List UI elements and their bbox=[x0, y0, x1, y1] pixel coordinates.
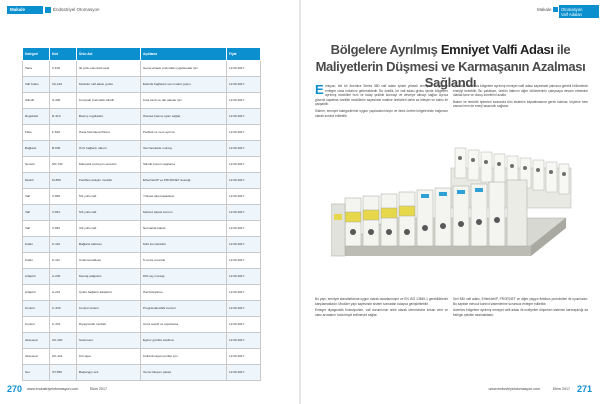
table-cell: Yüksek akış kapasitesi bbox=[141, 189, 227, 205]
table-cell: Montaj adaptörü bbox=[77, 269, 141, 285]
table-cell: S-320 bbox=[50, 93, 77, 109]
page-footer-date: Ekim 2017 bbox=[553, 387, 570, 391]
table-cell: İki yollu selenoid vana bbox=[77, 61, 141, 77]
table-cell: Modüler valf adası grubu bbox=[77, 77, 141, 93]
table-cell: F-520 bbox=[50, 125, 77, 141]
table-row bbox=[23, 93, 261, 109]
table-cell: Kontrol bbox=[23, 317, 50, 333]
table-row bbox=[23, 269, 261, 285]
table-cell: 5/3 yollu valf bbox=[77, 205, 141, 221]
table-cell: Elektrik bağlantılı seri modül yapısı bbox=[141, 77, 227, 93]
table-cell: Kontrol ünitesi bbox=[77, 301, 141, 317]
headline-bold: Emniyet Valfi Adası bbox=[440, 42, 554, 57]
table-row bbox=[23, 125, 261, 141]
table-cell: Bağlantı bbox=[23, 141, 50, 157]
category-tag-line: Valf Adaları bbox=[561, 11, 583, 17]
table-cell: EtherNet/IP ve PROFINET desteği bbox=[141, 173, 227, 189]
table-row bbox=[23, 109, 261, 125]
table-cell: Valf bbox=[23, 221, 50, 237]
table-row bbox=[23, 141, 261, 157]
article-column bbox=[453, 297, 588, 319]
product-table bbox=[22, 47, 260, 381]
table-cell: V-960 bbox=[50, 189, 77, 205]
table-cell: 12.09.2017 bbox=[227, 173, 261, 189]
page-number: 271 bbox=[576, 384, 592, 394]
table-cell: Kontrol bbox=[23, 301, 50, 317]
article-paragraph: Emisyon, tek bir Aventics Series 580 valf adası içinde yüksek emniyetli bölgelerin entegre olma imkanını getirmektedir. Bu özellik, bir valf adası grubu içinde bölgelere ayrılmış modülleri hızlı ve kolay şekilde kurmayı ve devreye almayı sağlar. Ayrıca güvenli kapatma özellikli modüllerin sayesinde makine üreticileri daha az bileşen ve kablo ile çalışabilir. bbox=[315, 82, 448, 107]
table-cell: Partikül ve nem ayırma bbox=[141, 125, 227, 141]
table-cell: C-330 bbox=[50, 301, 77, 317]
dropcap: E bbox=[315, 82, 324, 97]
table-cell: Silindir bbox=[23, 93, 50, 109]
table-cell: Susturucu bbox=[77, 333, 141, 349]
table-row bbox=[23, 365, 261, 381]
table-cell: K-110 bbox=[50, 237, 77, 253]
table-cell: K-111 bbox=[50, 253, 77, 269]
table-cell: Merkez kapalı konum bbox=[141, 205, 227, 221]
table-cell: Manyetik pozisyon sensörü bbox=[77, 157, 141, 173]
table-cell: Sensör bbox=[23, 157, 50, 173]
article-paragraph: Bakım ve temizlik işlemleri sırasında tüm sistemin kapatılmasına gerek kalmaz; böylece hem zaman hem de enerji tasarrufu sağlanır. bbox=[453, 99, 588, 109]
article-paragraph: Aventics bölgelere ayrılmış emniyet valfi adası ile maliyetler düşerken sistemin karmaşıklığı da belirgin şekilde azalmaktadır. bbox=[453, 308, 588, 317]
table-cell: AK-440 bbox=[50, 333, 77, 349]
table-cell: 12.09.2017 bbox=[227, 317, 261, 333]
table-cell: Modül bbox=[23, 173, 50, 189]
section-marker-icon bbox=[553, 7, 558, 12]
left-page bbox=[0, 0, 299, 404]
table-cell: A-221 bbox=[50, 285, 77, 301]
article-paragraph: Seri 580 valf adası, EtherNet/IP, PROFINET ve diğer yaygın fieldbus protokolleri ile uyumludur. Bu sayede mevcut kontrol sistemlerine sorunsuz entegre edilebilir. bbox=[453, 297, 588, 306]
page-footer-site: www.endustriyelotomasyon.com bbox=[27, 387, 79, 391]
table-cell: Adaptör bbox=[23, 269, 50, 285]
headline-part: ile Maliyetlerin Düşmesi ve Karmaşanın Azalması Sağlandı bbox=[315, 42, 586, 90]
table-cell: Arıza tespiti ve raporlama bbox=[141, 317, 227, 333]
table-cell: Fieldbus iletişim modülü bbox=[77, 173, 141, 189]
table-cell: Genel amaçlı pnömatik uygulamalar için bbox=[141, 61, 227, 77]
page-footer-site: www.endustriyelotomasyon.com bbox=[488, 387, 540, 391]
table-cell: Aksesuar bbox=[23, 333, 50, 349]
table-cell: Temel bileşen paketi bbox=[141, 365, 227, 381]
right-page bbox=[301, 0, 600, 404]
table-cell: V-962 bbox=[50, 221, 77, 237]
table-row bbox=[23, 349, 261, 365]
table-cell: 12.09.2017 bbox=[227, 109, 261, 125]
table-row bbox=[23, 237, 261, 253]
headline-part: Bölgelere Ayrılmış bbox=[330, 42, 441, 57]
table-cell: 12.09.2017 bbox=[227, 205, 261, 221]
table-cell: Tek hareketle montaj bbox=[141, 141, 227, 157]
table-cell: Hızlı bağlantı rakoru bbox=[77, 141, 141, 157]
table-row bbox=[23, 221, 261, 237]
table-cell: Kablo bbox=[23, 253, 50, 269]
table-cell: C-331 bbox=[50, 317, 77, 333]
table-cell: 12.09.2017 bbox=[227, 61, 261, 77]
table-cell: Vana bbox=[23, 61, 50, 77]
table-cell: 12.09.2017 bbox=[227, 285, 261, 301]
table-row bbox=[23, 317, 261, 333]
table-cell: DIN ray montajı bbox=[141, 269, 227, 285]
table-cell: 12.09.2017 bbox=[227, 333, 261, 349]
article-paragraph: Bu yapı, emniyet standartlarına uygun olarak tasarlanmıştır ve EN ISO 13849-1 gerekliliklerini karşılamaktadır. Modüler yapı sayesinde sistem sonradan kolayca genişletilebilir. bbox=[315, 297, 448, 306]
table-cell: A-220 bbox=[50, 269, 77, 285]
table-cell: Hava hazırlama filtresi bbox=[77, 125, 141, 141]
table-cell: R-410 bbox=[50, 109, 77, 125]
table-cell: M-850 bbox=[50, 173, 77, 189]
magazine-title: Endüstriyel Otomasyon bbox=[53, 7, 100, 12]
table-row bbox=[23, 205, 261, 221]
table-row bbox=[23, 77, 261, 93]
table-cell: Basınç regülatörü bbox=[77, 109, 141, 125]
table-row bbox=[23, 253, 261, 269]
table-cell: Kablo bbox=[23, 237, 50, 253]
table-cell: Hassas basınç ayarı sağlar bbox=[141, 109, 227, 125]
table-cell: 12.09.2017 bbox=[227, 77, 261, 93]
section-label: Makale bbox=[537, 7, 552, 12]
table-cell: Adaptör bbox=[23, 285, 50, 301]
table-header: Ürün Adı bbox=[77, 48, 141, 61]
table-cell: M12 konnektörlü bbox=[141, 237, 227, 253]
article-paragraph: Sistem, emniyet kategorilerine uygun yapılandırılmıştır ve farklı üretim bölgelerinde bağımsız olarak kontrol edilebilir. bbox=[315, 108, 448, 118]
article-column bbox=[315, 84, 448, 120]
table-cell: Filtre bbox=[23, 125, 50, 141]
table-cell: 12.09.2017 bbox=[227, 301, 261, 317]
table-cell: V-961 bbox=[50, 205, 77, 221]
valve-module-front-row bbox=[345, 180, 527, 246]
table-cell: Valf bbox=[23, 189, 50, 205]
table-cell: 5 metre uzunluk bbox=[141, 253, 227, 269]
table-cell: 12.09.2017 bbox=[227, 189, 261, 205]
table-cell: Aksesuar bbox=[23, 349, 50, 365]
valve-island-product-image bbox=[331, 128, 576, 290]
table-cell: Kullanılmayan portlar için bbox=[141, 349, 227, 365]
table-cell: Egzoz gürültü azaltma bbox=[141, 333, 227, 349]
table-row bbox=[23, 157, 261, 173]
category-tag-line: Otomasyon bbox=[561, 6, 583, 12]
table-header-row bbox=[23, 48, 261, 61]
table-header: Kod bbox=[50, 48, 77, 61]
table-cell: 12.09.2017 bbox=[227, 237, 261, 253]
table-cell: Valf bbox=[23, 205, 50, 221]
table-cell: 12.09.2017 bbox=[227, 141, 261, 157]
table-cell: Kısa strok ve dar alanlar için bbox=[141, 93, 227, 109]
table-cell: Başlangıç seti bbox=[77, 365, 141, 381]
article-column bbox=[453, 84, 588, 111]
table-row bbox=[23, 301, 261, 317]
table-cell: 12.09.2017 bbox=[227, 365, 261, 381]
table-cell: Hat birleştirme bbox=[141, 285, 227, 301]
table-cell: 12.09.2017 bbox=[227, 157, 261, 173]
table-cell: 12.09.2017 bbox=[227, 269, 261, 285]
article-paragraph: Operatör, Aventics bölgelere ayrılmış emniyet valfi adası sayesinde yalnızca gerekli bölümlerde enerjiyi kesebilir. Bu yaklaşım, üretim hattının diğer bölümlerinin çalışmaya devam etmesine olanak tanır ve duruş sürelerini azaltır. bbox=[453, 84, 588, 98]
table-row bbox=[23, 189, 261, 205]
table-cell: SN-740 bbox=[50, 157, 77, 173]
table-header: Fiyat bbox=[227, 48, 261, 61]
table-row bbox=[23, 61, 261, 77]
table-cell: 3/2 yollu valf bbox=[77, 221, 141, 237]
table-header: Açıklama bbox=[141, 48, 227, 61]
table-cell: AK-441 bbox=[50, 349, 77, 365]
table-cell: Uzatma kablosu bbox=[77, 253, 141, 269]
category-tag bbox=[559, 5, 599, 18]
table-row bbox=[23, 173, 261, 189]
table-row bbox=[23, 285, 261, 301]
table-cell: 12.09.2017 bbox=[227, 349, 261, 365]
article-paragraph: Entegre diyagnostik fonksiyonları, valf durumunun anlık olarak izlenmesine imkan verir ve olası arızaların hızla tespit edilmesini sağlar. bbox=[315, 308, 448, 317]
page-number: 270 bbox=[7, 384, 23, 394]
table-cell: Silindir konum algılama bbox=[141, 157, 227, 173]
table-cell: 12.09.2017 bbox=[227, 125, 261, 141]
table-header: Kategori bbox=[23, 48, 50, 61]
table-cell: Valf Adası bbox=[23, 77, 50, 93]
table-cell: Kör tapa bbox=[77, 349, 141, 365]
table-cell: V-100 bbox=[50, 61, 77, 77]
table-cell: Diyagnostik modülü bbox=[77, 317, 141, 333]
table-row bbox=[23, 333, 261, 349]
table-cell: Bağlantı kablosu bbox=[77, 237, 141, 253]
table-cell: Kompakt pnömatik silindir bbox=[77, 93, 141, 109]
table-cell: Normalde kapalı bbox=[141, 221, 227, 237]
table-cell: ST-550 bbox=[50, 365, 77, 381]
table-cell: 12.09.2017 bbox=[227, 221, 261, 237]
table-cell: Set bbox=[23, 365, 50, 381]
table-cell: 12.09.2017 bbox=[227, 93, 261, 109]
table-cell: Regülatör bbox=[23, 109, 50, 125]
table-cell: VA-210 bbox=[50, 77, 77, 93]
section-tag: Makale bbox=[7, 6, 43, 14]
table-cell: 12.09.2017 bbox=[227, 253, 261, 269]
table-cell: Programlanabilir kontrol bbox=[141, 301, 227, 317]
article-column bbox=[315, 297, 448, 319]
section-marker-icon bbox=[45, 7, 51, 13]
table-cell: Çoklu bağlantı adaptörü bbox=[77, 285, 141, 301]
table-cell: B-630 bbox=[50, 141, 77, 157]
table-cell: 5/2 yollu valf bbox=[77, 189, 141, 205]
page-footer-date: Ekim 2017 bbox=[90, 387, 107, 391]
